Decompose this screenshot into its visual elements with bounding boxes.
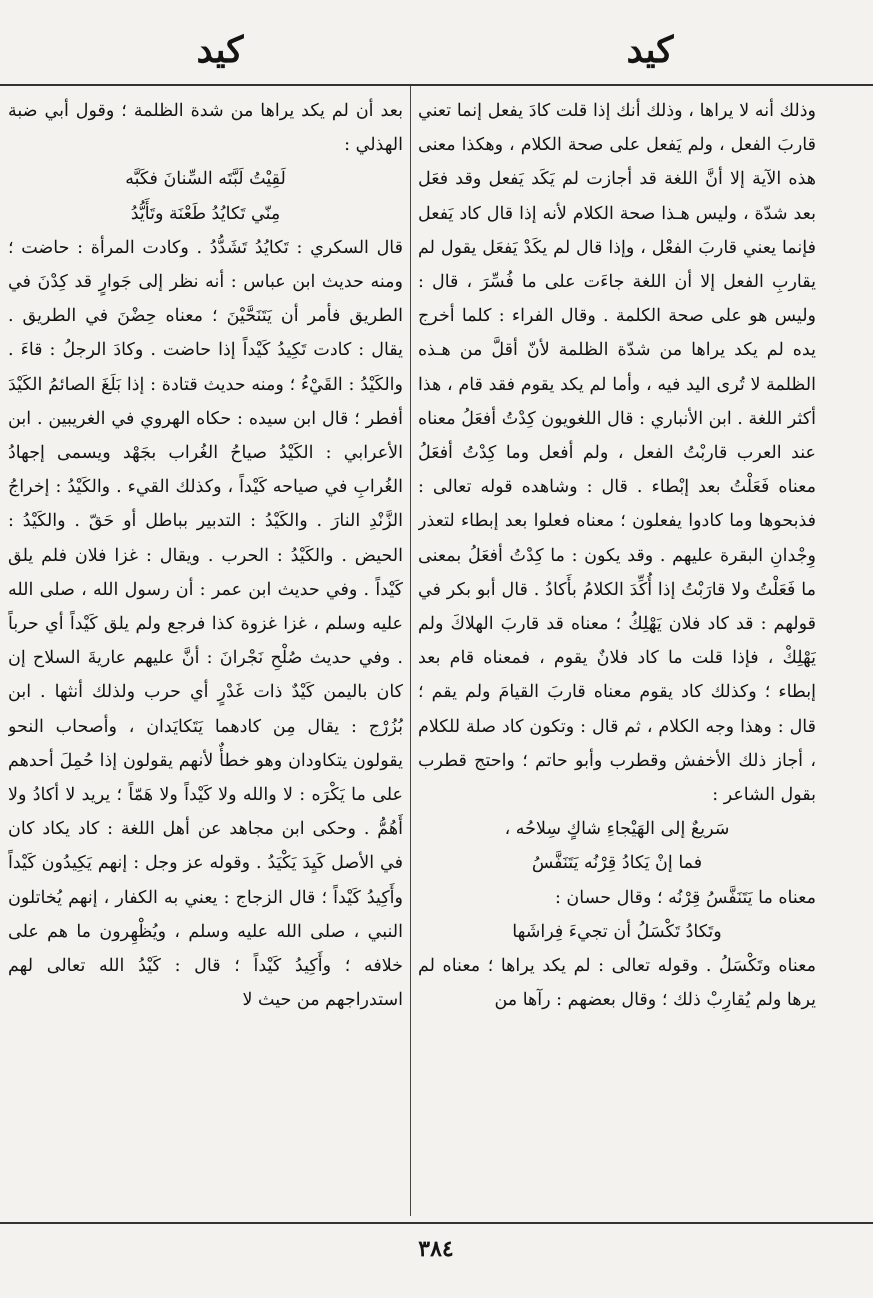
headword-right: كيد bbox=[626, 29, 674, 71]
right-verse-2: فما إنْ يَكادُ قِرْنُه يَتَنَفَّسُ bbox=[531, 853, 703, 874]
left-paragraph-2: قال السكري : تَكايُدُ تَشَدُّدُ . وكادت المرأة : حاضت ؛ ومنه حديث ابن عباس : أنه نظر إلى جَوارٍ قد كِدْنَ في الطريق فأمر أن يَتَنَحَّيْنَ ؛ معناه حِضْنَ في الطريق . يقال : كادت تَكِيدُ كَيْداً إذا حاضت . وكادَ الرجلُ : قاءَ . والكَيْدُ : القَيْءُ ؛ ومنه حديث قتادة : إذا بَلَغَ الصائمُ الكَيْدَ أفطر ؛ قال ابن سيده : حكاه الهروي في الغريبين . ابن الأعرابي : الكَيْدُ صياحُ الغُراب بجَهْد ويسمى إجهادُ الغُرابِ في صياحه كَيْداً ، وكذلك القيء . والكَيْدُ : إخراجُ الزَّنْدِ النارَ . والكَيْدُ : التدبير بباطل أو حَقّ . والكَيْدُ : الحيض . والكَيْدُ : الحرب . ويقال : غزا فلان فلم يلق كَيْداً . وفي حديث ابن عمر : أن رسول الله ، صلى الله عليه وسلم ، غزا غزوة كذا فرجع ولم يلق كَيْداً أي حرباً . وفي حديث صُلْحِ نَجْرانَ : أنَّ عليهم عاريةَ السلاح إن كان باليمن كَيْدٌ ذات غَدْرٍ أي حرب ولذلك أنثها . ابن بُزُرْج : يقال مِن كادهما يَتَكايَدان ، وأصحاب النحو يقولون يتكاودان وهو خطأٌ لأنهم يقولون إذا حُمِلَ أحدهم على ما يَكْرَه : لا والله ولا كَيْداً ولا هَمّاً ؛ يريد لا أكادُ ولا أَهُمُّ . وحكى ابن مجاهد عن أهل اللغة : كاد يكاد كان في الأصل كَيِدَ يَكْيَدُ . وقوله عز وجل : إنهم يَكِيدُون كَيْداً وأَكِيدُ كَيْداً ؛ قال الزجاج : يعني به الكفار ، إنهم يُخاتلون النبي ، صلى الله عليه وسلم ، ويُظْهِرون ما هم على خلافه ؛ وأَكِيدُ كَيْداً ؛ قال : كَيْدُ الله تعالى لهم استدراجهم من حيث لا bbox=[8, 237, 403, 1011]
left-verse-1: لَقِيْتُ لَبَّتَه السِّنانَ فكَبَّه bbox=[125, 169, 286, 190]
left-column bbox=[8, 94, 403, 1214]
right-paragraph-2: معناه ما يَتَنَفَّسُ قِرْنُه ؛ وقال حسان : bbox=[554, 887, 816, 908]
page-number: ٣٨٤ bbox=[418, 1236, 454, 1262]
left-paragraph-1: بعد أن لم يكد يراها من شدة الظلمة ؛ وقول أبي ضبة الهذلي : bbox=[8, 101, 403, 156]
header-rule bbox=[0, 84, 873, 86]
right-paragraph-1: وذلك أنه لا يراها ، وذلك أنك إذا قلت كادَ يفعل إنما تعني قاربَ الفعل ، ولم يَفعل على صحة الكلام ، وهكذا معنى هذه الآية إلا أنَّ اللغة قد أجازت لم يَكَد يَفعل وقد فعَل بعد شدّة ، وليس هـذا صحة الكلام لأنه إذا قال كاد يَفعل فإنما يعني قاربَ الفعْل ، وإذا قال لم يكَدْ يَفعَل يقول لم يقاربِ الفعل إلا أن اللغة جاءَت على ما فُسِّرَ ، قال : وليس هو على صحة الكلمة . وقال الفراء : كلما أخرج يده لم يكد يراها من شدّة الظلمة لأنّ أقلَّ من هـذه الظلمة لا تُرى اليد فيه ، وأما لم يكد يقوم فقد قام ، هذا أكثر اللغة . ابن الأنباري : قال اللغويون كِدْتُ أفعَلُ معناه عند العرب قاربْتُ الفعل ، ولم أفعل وما كِدْتُ أفعَلُ معناه فَعَلْتُ بعد إبْطاء . قال : وشاهده قوله تعالى : فذبحوها وما كادوا يفعلون ؛ معناه فعلوا بعد إبطاء لتعذر وِجْدانِ البقرة عليهم . وقد يكون : ما كِدْتُ أفعَلُ بمعنى ما فَعَلْتُ ولا قارَبْتُ إذا أُكِّدَ الكلامُ بأَكادُ . قال أبو بكر في قولهم : قد كاد فلان يَهْلِكُ ؛ معناه قد قاربَ الهلاكَ ولم يَهْلِكْ ، فإذا قلت ما كاد فلانٌ يقوم ، فمعناه قام بعد إبطاء ؛ وكذلك كاد يقوم معناه قاربَ القيامَ ولم يقم ؛ قال : وهذا وجه الكلام ، ثم قال : وتكون كاد صلة للكلام ، أجاز ذلك الأخفش وقطرب وأبو حاتم ؛ واحتج قطرب بقول الشاعر : bbox=[418, 101, 816, 806]
left-verse-2: مِنّي تَكايُدُ طَعْنَة وتَأَيُّدُ bbox=[130, 203, 281, 224]
right-verse-3: وتَكادُ تَكْسَلُ أن تجيءَ فِراشَها bbox=[512, 921, 722, 942]
headword-left: كيد bbox=[196, 29, 244, 71]
right-column bbox=[418, 94, 816, 1214]
right-paragraph-3: معناه وتَكْسَلُ . وقوله تعالى : لم يكد يراها ؛ معناه لم يرها ولم يُقارِبْ ذلك ؛ وقال بعضهم : رآها من bbox=[418, 956, 816, 1011]
column-divider bbox=[410, 86, 411, 1216]
right-verse-1: سَريعٌ إلى الهَيْجاءِ شاكٍ سِلاحُه ، bbox=[504, 819, 730, 840]
page-header bbox=[0, 20, 873, 80]
footer-rule bbox=[0, 1222, 873, 1224]
